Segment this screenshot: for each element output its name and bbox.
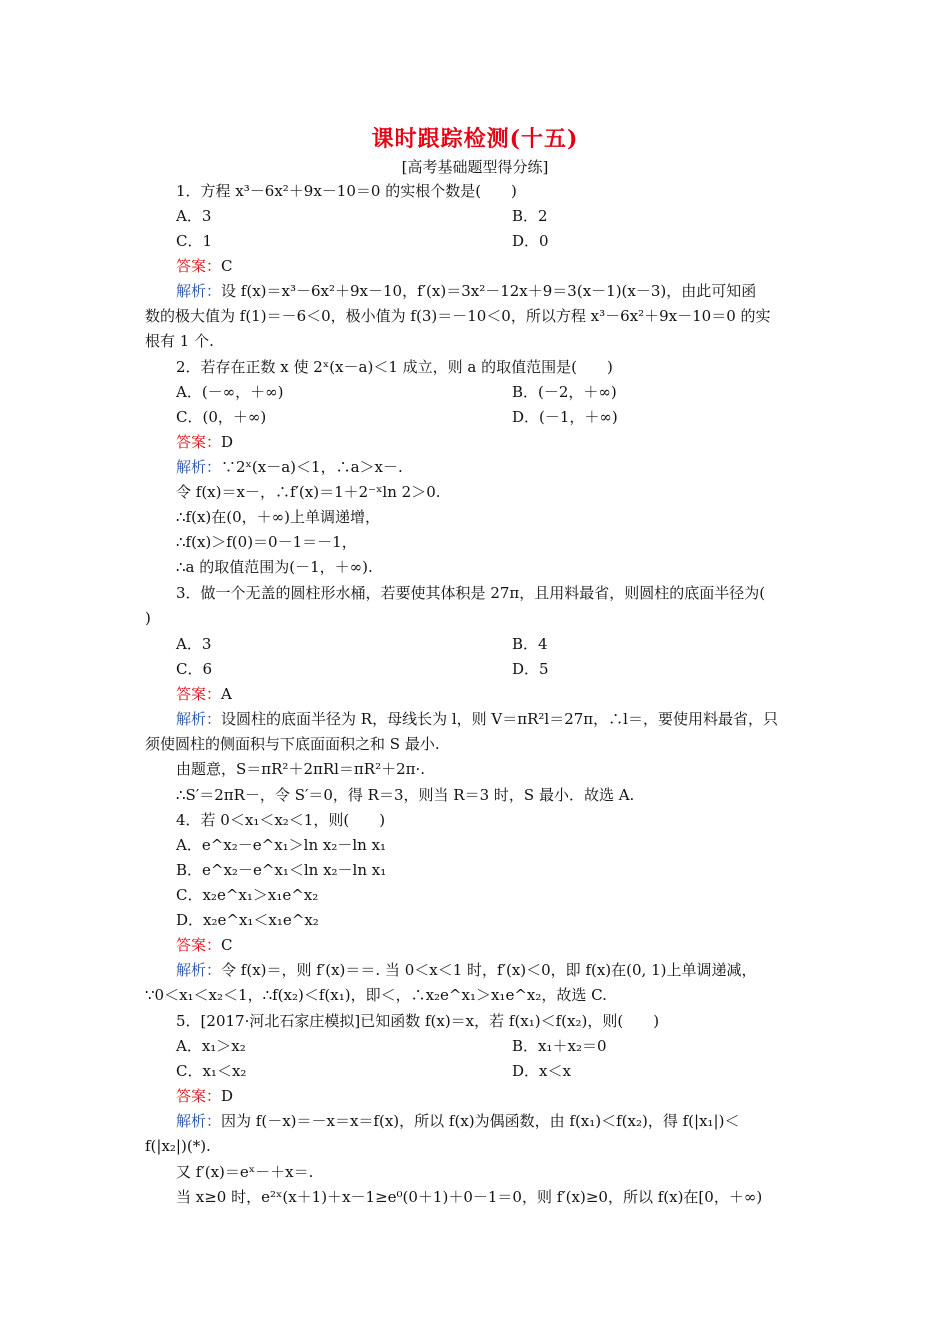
q3-option-c: C．6 — [176, 660, 213, 678]
analysis-text: ∵2ˣ(x－a)＜1，∴a＞x－. — [221, 458, 403, 476]
q5-option-d: D．x＜x — [512, 1062, 571, 1080]
page-title: 课时跟踪检测(十五) — [371, 126, 579, 152]
q1-option-a: A．3 — [176, 207, 212, 225]
q4-option-d: D．x₂e^x₁＜x₁e^x₂ — [176, 911, 319, 929]
q2-option-c: C．(0，＋∞) — [176, 408, 267, 426]
q1-option-d: D．0 — [512, 232, 549, 250]
answer-label: 答案： — [176, 1087, 222, 1105]
answer-value: C — [221, 257, 233, 275]
q3-option-d: D．5 — [512, 660, 549, 678]
answer-label: 答案： — [176, 433, 222, 451]
answer-value: A — [221, 685, 232, 703]
analysis-label: 解析： — [176, 710, 222, 728]
q4-analysis-line-2: ∵0＜x₁＜x₂＜1，∴f(x₂)＜f(x₁)，即＜，∴x₂e^x₁＞x₁e^x₂，故选 C. — [145, 986, 607, 1004]
q1-stem: 1．方程 x³－6x²＋9x－10＝0 的实根个数是( ) — [176, 182, 517, 200]
q4-stem: 4．若 0＜x₁＜x₂＜1，则( ) — [176, 811, 386, 829]
answer-label: 答案： — [176, 936, 222, 954]
q1-option-b: B．2 — [512, 207, 548, 225]
q5-option-a: A．x₁＞x₂ — [176, 1037, 246, 1055]
analysis-text: 设圆柱的底面半径为 R，母线长为 l，则 V＝πR²l＝27π，∴l＝，要使用料最省，只 — [221, 710, 778, 728]
q3-stem-line-2: ) — [145, 609, 151, 627]
q2-analysis-line-3: ∴f(x)在(0，＋∞)上单调递增， — [176, 508, 381, 526]
q2-analysis-line-5: ∴a 的取值范围为(－1，＋∞). — [176, 558, 373, 576]
q2-answer — [176, 431, 233, 453]
q2-analysis-line-4: ∴f(x)＞f(0)＝0－1＝－1， — [176, 533, 357, 551]
q3-analysis-line-1 — [176, 708, 778, 730]
q3-analysis-line-2: 须使圆柱的侧面积与下底面面积之和 S 最小. — [145, 735, 440, 753]
q1-option-c: C．1 — [176, 232, 213, 250]
q3-analysis-line-4: ∴S′＝2πR－，令 S′＝0，得 R＝3，则当 R＝3 时，S 最小．故选 A. — [176, 786, 635, 804]
q2-option-d: D．(－1，＋∞) — [512, 408, 618, 426]
answer-value: D — [221, 1087, 234, 1105]
q5-analysis-line-2: f(|x₂|)(*). — [145, 1137, 211, 1155]
analysis-label: 解析： — [176, 282, 222, 300]
q1-analysis-line-2: 数的极大值为 f(1)＝－6＜0，极小值为 f(3)＝－10＜0，所以方程 x³－6x²＋9x－10＝0 的实 — [145, 307, 771, 325]
q3-analysis-line-3: 由题意，S＝πR²＋2πRl＝πR²＋2π·. — [176, 760, 426, 778]
q1-answer — [176, 255, 233, 277]
q3-answer — [176, 683, 232, 705]
q2-analysis-line-1 — [176, 456, 403, 478]
q4-option-b: B．e^x₂－e^x₁＜ln x₂－ln x₁ — [176, 861, 387, 879]
q5-analysis-line-4: 当 x≥0 时，e²ˣ(x＋1)＋x－1≥e⁰(0＋1)＋0－1＝0，则 f′(x)≥0，所以 f(x)在[0，＋∞) — [176, 1188, 763, 1206]
q2-analysis-line-2: 令 f(x)＝x－，∴f′(x)＝1＋2⁻ˣln 2＞0. — [176, 483, 441, 501]
q3-stem-line-1: 3．做一个无盖的圆柱形水桶，若要使其体积是 27π，且用料最省，则圆柱的底面半径为( — [176, 584, 766, 602]
analysis-text: 令 f(x)＝，则 f′(x)＝＝. 当 0＜x＜1 时，f′(x)＜0，即 f(x)在(0, 1)上单调递减， — [221, 961, 757, 979]
q3-option-a: A．3 — [176, 635, 212, 653]
q5-stem: 5．[2017·河北石家庄模拟]已知函数 f(x)＝x，若 f(x₁)＜f(x₂)，则( ) — [176, 1012, 660, 1030]
q4-option-a: A．e^x₂－e^x₁＞ln x₂－ln x₁ — [176, 836, 387, 854]
answer-value: D — [221, 433, 234, 451]
q5-analysis-line-3: 又 f′(x)＝eˣ－＋x＝. — [176, 1163, 314, 1181]
answer-value: C — [221, 936, 233, 954]
answer-label: 答案： — [176, 685, 222, 703]
q2-option-b: B．(－2，＋∞) — [512, 383, 617, 401]
q3-option-b: B．4 — [512, 635, 548, 653]
q1-analysis-line-1 — [176, 280, 756, 302]
q5-answer — [176, 1085, 233, 1107]
analysis-text: 设 f(x)＝x³－6x²＋9x－10，f′(x)＝3x²－12x＋9＝3(x－1)(x－3)，由此可知函 — [221, 282, 757, 300]
q5-analysis-line-1 — [176, 1110, 739, 1132]
q1-analysis-line-3: 根有 1 个. — [145, 332, 214, 350]
q5-option-c: C．x₁＜x₂ — [176, 1062, 247, 1080]
q2-stem: 2．若存在正数 x 使 2ˣ(x－a)＜1 成立，则 a 的取值范围是( ) — [176, 358, 613, 376]
q2-option-a: A．(－∞，＋∞) — [176, 383, 284, 401]
analysis-label: 解析： — [176, 458, 222, 476]
analysis-label: 解析： — [176, 961, 222, 979]
page-subtitle: [高考基础题型得分练] — [401, 158, 549, 176]
q4-option-c: C．x₂e^x₁＞x₁e^x₂ — [176, 886, 319, 904]
q5-option-b: B．x₁＋x₂＝0 — [512, 1037, 607, 1055]
analysis-text: 因为 f(－x)＝－x＝x＝f(x)，所以 f(x)为偶函数，由 f(x₁)＜f(x₂)，得 f(|x₁|)＜ — [221, 1112, 740, 1130]
analysis-label: 解析： — [176, 1112, 222, 1130]
q4-answer — [176, 934, 233, 956]
q4-analysis-line-1 — [176, 959, 756, 981]
answer-label: 答案： — [176, 257, 222, 275]
